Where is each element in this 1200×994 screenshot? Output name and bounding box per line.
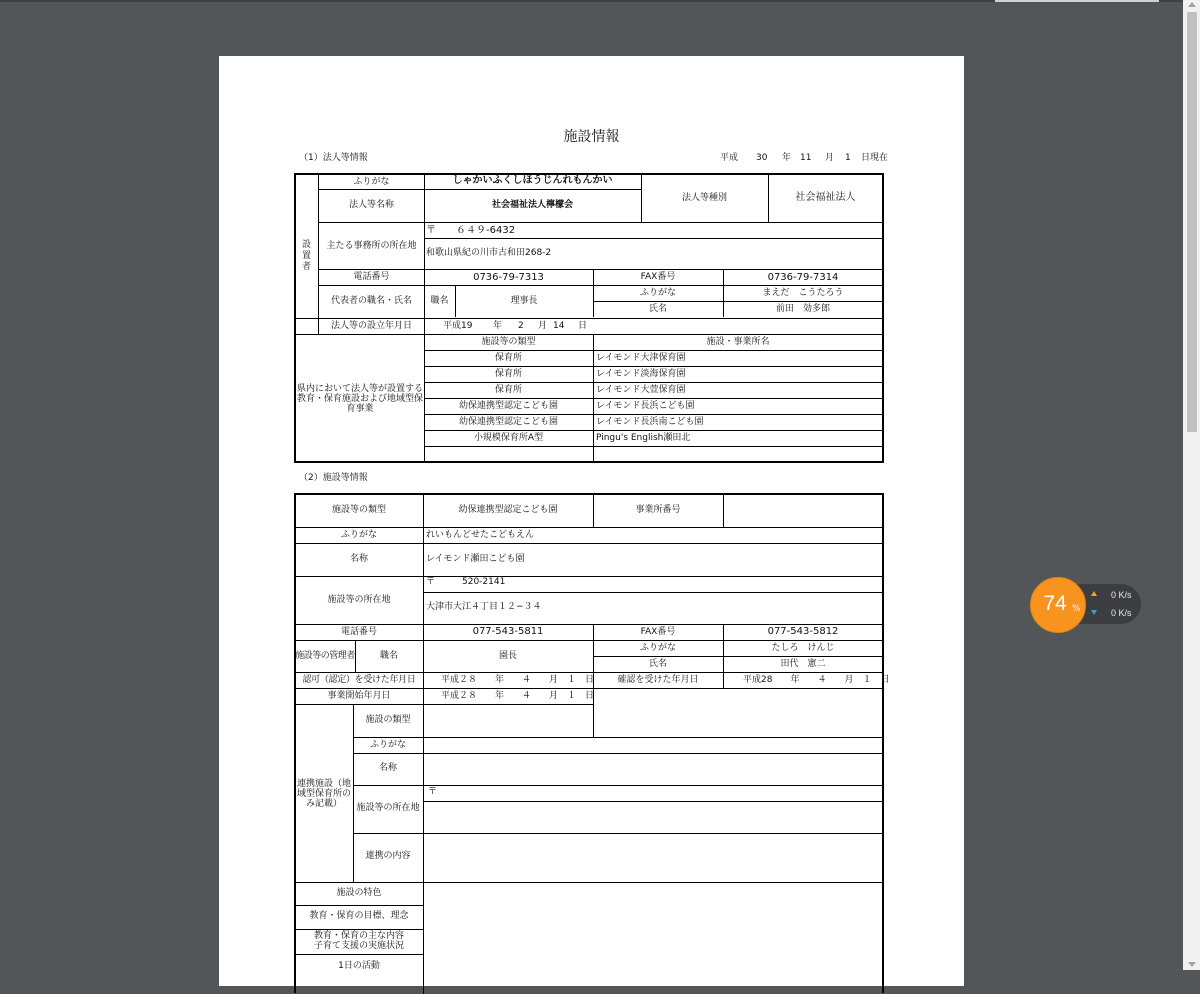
date-era: 平成 <box>720 153 739 163</box>
tab-strip-segment <box>995 0 1159 2</box>
tel-value: 0736-79-7313 <box>473 272 544 283</box>
setchisha-label: 設置者 <box>301 240 311 272</box>
office-address-label: 主たる事務所の所在地 <box>326 241 417 251</box>
daily-activity-label: 1日の活動 <box>338 961 380 971</box>
office-address: 和歌山県紀の川市古和田268-2 <box>426 248 552 258</box>
facility-name-label: 名称 <box>349 554 368 564</box>
facility-address: 大津市大江４丁目１２−３４ <box>426 602 542 612</box>
corporation-type: 社会福祉法人 <box>795 192 856 203</box>
pdf-page <box>219 56 964 986</box>
partner-content-label: 連携の内容 <box>365 851 411 861</box>
partner-address-label: 施設等の所在地 <box>356 803 420 813</box>
rep-position: 理事長 <box>510 296 538 306</box>
facility-type-header: 施設等の類型 <box>481 337 536 347</box>
facility-furigana-label: ふりがな <box>340 530 377 540</box>
facility-fax-label: FAX番号 <box>640 627 676 637</box>
partner-postal: 〒 <box>428 787 438 797</box>
scroll-up-arrow-icon[interactable] <box>1188 2 1196 7</box>
facility-name: レイモンド大津保育園 <box>596 353 686 363</box>
features-label: 施設の特色 <box>336 888 382 898</box>
manager-name: 田代 憲二 <box>780 659 826 669</box>
upload-speed: 0 K/s <box>1111 590 1132 600</box>
date-day-label: 日現在 <box>861 153 889 163</box>
facilities-label: 県内において法人等が設置する教育・保育施設および地域型保育事業 <box>297 384 424 414</box>
established-month-label: 月 <box>538 321 548 331</box>
top-bar <box>0 0 1200 2</box>
facility-name-value: レイモンド瀬田こども園 <box>426 554 525 564</box>
rep-position-label: 職名 <box>430 296 449 306</box>
manager-name-label: 氏名 <box>648 659 667 669</box>
furigana-label: ふりがな <box>353 177 390 187</box>
established-month: 2 <box>518 321 524 331</box>
facility-type: 保育所 <box>494 369 522 379</box>
rep-furigana: まえだ こうたろう <box>762 288 844 298</box>
confirmed-date: 平成28 年 ４ 月 １ 日 <box>743 675 890 685</box>
corporation-name: 社会福祉法人檸檬会 <box>491 200 573 210</box>
download-arrow-icon <box>1091 610 1097 615</box>
business-number-label: 事業所番号 <box>635 505 681 515</box>
usage-percent: 74 <box>1043 592 1067 615</box>
scroll-thumb[interactable] <box>1187 12 1197 432</box>
office-postal: 〒 ６４９-6432 <box>426 225 516 236</box>
facility-name: レイモンド大萱保育園 <box>596 385 686 395</box>
tel-label: 電話番号 <box>353 272 390 282</box>
approved-date-label: 認可（認定）を受けた年月日 <box>302 675 416 685</box>
memory-usage-gauge[interactable] <box>1030 577 1086 633</box>
facility-name: レイモンド長浜南こども園 <box>596 417 704 427</box>
facility-furigana: れいもんどせたこどもえん <box>426 530 535 540</box>
facility-address-label: 施設等の所在地 <box>327 595 391 605</box>
manager-furigana: たしろ けんじ <box>771 643 835 653</box>
section2-heading: （2）施設等情報 <box>299 473 368 483</box>
established-label: 法人等の設立年月日 <box>330 321 412 331</box>
date-month: 11 <box>800 153 812 163</box>
facility-type-value: 幼保連携型認定こども園 <box>458 505 558 515</box>
facility-type-label: 施設等の類型 <box>331 505 386 515</box>
goals-label: 教育・保育の目標、理念 <box>309 911 409 921</box>
scrollbar[interactable] <box>1183 0 1200 970</box>
established-day-label: 日 <box>578 321 588 331</box>
section1-heading: （1）法人等情報 <box>299 153 368 163</box>
manager-position: 園長 <box>498 651 517 661</box>
representative-label: 代表者の職名・氏名 <box>330 296 412 306</box>
confirmed-date-label: 確認を受けた年月日 <box>617 675 699 685</box>
manager-label: 施設等の管理者 <box>295 651 355 661</box>
facility-type: 幼保連携型認定こども園 <box>458 417 558 427</box>
upload-arrow-icon <box>1091 591 1097 596</box>
start-date-label: 事業開始年月日 <box>327 691 391 701</box>
manager-position-label: 職名 <box>379 651 398 661</box>
date-year-label: 年 <box>782 153 792 163</box>
facility-tel-label: 電話番号 <box>340 627 377 637</box>
rep-furigana-label: ふりがな <box>639 288 676 298</box>
content-label-2: 子育て支援の実施状況 <box>313 941 404 951</box>
content-label-1: 教育・保育の主な内容 <box>313 931 404 941</box>
corporation-name-label: 法人等名称 <box>348 200 394 210</box>
facility-fax: 077-543-5812 <box>767 626 839 637</box>
facility-type: 幼保連携型認定こども園 <box>458 401 558 411</box>
established-era: 平成19 <box>443 321 473 331</box>
facility-type: 保育所 <box>494 353 522 363</box>
established-year-label: 年 <box>493 321 503 331</box>
facility-tel: 077-543-5811 <box>472 626 544 637</box>
facility-type: 小規模保育所A型 <box>473 433 544 443</box>
facility-name: レイモンド淡海保育園 <box>596 369 686 379</box>
rep-name: 前田 効多郎 <box>775 304 830 314</box>
date-year: 30 <box>756 153 768 163</box>
scroll-down-arrow-icon[interactable] <box>1188 962 1196 967</box>
partner-facility-label: 連携施設（地域型保育所のみ記載） <box>297 779 352 809</box>
facility-postal: 〒 520-2141 <box>426 577 506 587</box>
corporation-furigana: しゃかいふくしほうじんれもんかい <box>452 175 613 186</box>
facility-type: 保育所 <box>494 385 522 395</box>
fax-label: FAX番号 <box>640 272 676 282</box>
partner-name-label: 名称 <box>378 763 397 773</box>
date-day: 1 <box>845 153 851 163</box>
facility-name-header: 施設・事業所名 <box>706 337 770 347</box>
rep-name-label: 氏名 <box>648 304 667 314</box>
facility-name: Pingu's English瀬田北 <box>596 433 691 443</box>
fax-value: 0736-79-7314 <box>767 272 839 283</box>
partner-type-label: 施設の類型 <box>365 715 411 725</box>
date-month-label: 月 <box>825 153 835 163</box>
download-speed: 0 K/s <box>1111 608 1132 618</box>
approved-date: 平成２８ 年 ４ 月 １ 日 <box>441 675 595 685</box>
partner-furigana-label: ふりがな <box>369 740 406 750</box>
established-day: 14 <box>553 321 565 331</box>
corporation-type-label: 法人等種別 <box>681 193 727 203</box>
start-date: 平成２８ 年 ４ 月 １ 日 <box>441 691 595 701</box>
document-title: 施設情報 <box>563 129 620 145</box>
manager-furigana-label: ふりがな <box>639 643 676 653</box>
percent-sign: % <box>1072 604 1081 614</box>
facility-name: レイモンド長浜こども園 <box>596 401 695 411</box>
